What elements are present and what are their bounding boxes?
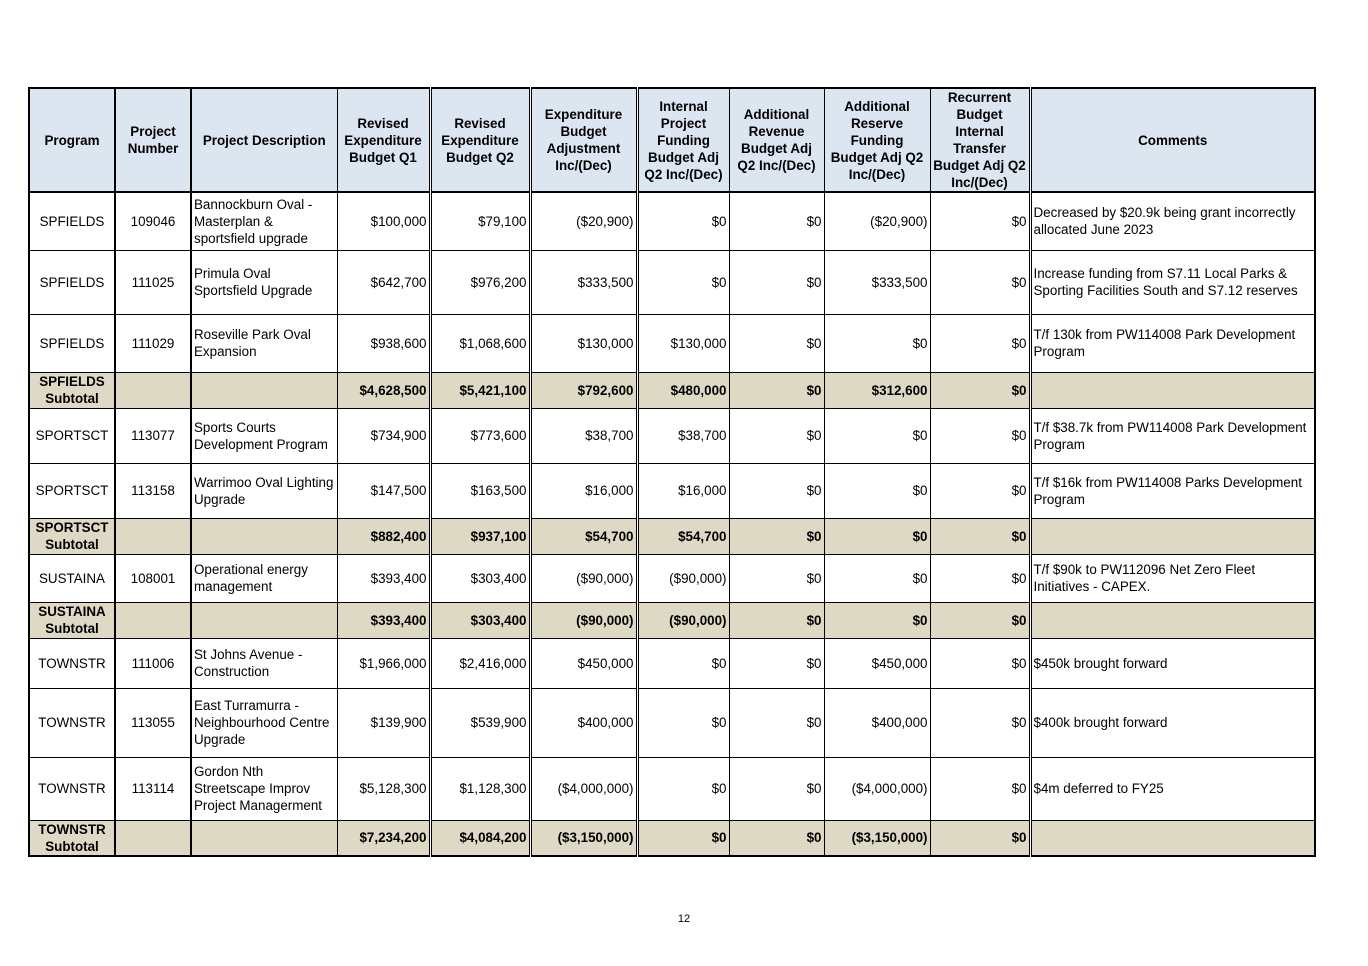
cell-program: SPFIELDS (29, 314, 115, 372)
cell-q1: $139,900 (337, 688, 430, 757)
cell-comments (1030, 602, 1315, 638)
cell-description: Gordon Nth Streetscape Improv Project Managerment (191, 757, 337, 820)
cell-q1: $147,500 (337, 463, 430, 518)
cell-program: SPORTSCT (29, 408, 115, 463)
cell-program: TOWNSTR (29, 757, 115, 820)
cell-project-number: 113114 (115, 757, 191, 820)
cell-reserve: $400,000 (824, 688, 930, 757)
cell-description (191, 820, 337, 856)
cell-recurrent: $0 (930, 192, 1030, 250)
cell-program: SPFIELDS (29, 250, 115, 314)
cell-recurrent: $0 (930, 314, 1030, 372)
cell-description (191, 602, 337, 638)
cell-program: SPFIELDS (29, 192, 115, 250)
table-row (29, 638, 1315, 688)
cell-recurrent: $0 (930, 408, 1030, 463)
cell-q2: $937,100 (430, 518, 530, 554)
cell-project-number: 113158 (115, 463, 191, 518)
cell-q2: $1,128,300 (430, 757, 530, 820)
cell-program: TOWNSTR (29, 688, 115, 757)
cell-internal: ($90,000) (637, 554, 729, 602)
cell-adjustment: ($4,000,000) (530, 757, 637, 820)
cell-q2: $163,500 (430, 463, 530, 518)
cell-project-number (115, 372, 191, 408)
cell-recurrent: $0 (930, 602, 1030, 638)
column-header-revised-budget-q2: Revised Expenditure Budget Q2 (430, 88, 530, 192)
cell-comments: T/f $38.7k from PW114008 Park Development Program (1030, 408, 1315, 463)
cell-q1: $393,400 (337, 602, 430, 638)
cell-q1: $4,628,500 (337, 372, 430, 408)
cell-q1: $734,900 (337, 408, 430, 463)
cell-q1: $882,400 (337, 518, 430, 554)
cell-q1: $393,400 (337, 554, 430, 602)
cell-internal: $0 (637, 688, 729, 757)
cell-recurrent: $0 (930, 463, 1030, 518)
cell-q2: $1,068,600 (430, 314, 530, 372)
cell-project-number (115, 518, 191, 554)
cell-revenue: $0 (729, 757, 824, 820)
cell-internal: $38,700 (637, 408, 729, 463)
cell-q2: $2,416,000 (430, 638, 530, 688)
cell-internal: ($90,000) (637, 602, 729, 638)
page-number: 12 (677, 913, 691, 925)
column-header-additional-reserve: Additional Reserve Funding Budget Adj Q2 Inc/(Dec) (824, 88, 930, 192)
cell-adjustment: $400,000 (530, 688, 637, 757)
cell-comments: Increase funding from S7.11 Local Parks & Sporting Facilities South and S7.12 reserves (1030, 250, 1315, 314)
table-row (29, 408, 1315, 463)
cell-q2: $79,100 (430, 192, 530, 250)
table-row (29, 463, 1315, 518)
cell-internal: $0 (637, 757, 729, 820)
cell-description: Roseville Park Oval Expansion (191, 314, 337, 372)
cell-recurrent: $0 (930, 688, 1030, 757)
column-header-project-description: Project Description (191, 88, 337, 192)
cell-reserve: ($20,900) (824, 192, 930, 250)
subtotal-row (29, 518, 1315, 554)
cell-description: East Turramurra - Neighbourhood Centre Upgrade (191, 688, 337, 757)
cell-revenue: $0 (729, 250, 824, 314)
cell-revenue: $0 (729, 408, 824, 463)
cell-internal: $130,000 (637, 314, 729, 372)
cell-adjustment: $16,000 (530, 463, 637, 518)
cell-recurrent: $0 (930, 372, 1030, 408)
cell-internal: $0 (637, 192, 729, 250)
cell-reserve: $450,000 (824, 638, 930, 688)
cell-recurrent: $0 (930, 757, 1030, 820)
table-row (29, 554, 1315, 602)
cell-reserve: $0 (824, 518, 930, 554)
cell-adjustment: $130,000 (530, 314, 637, 372)
cell-recurrent: $0 (930, 518, 1030, 554)
cell-revenue: $0 (729, 192, 824, 250)
cell-comments (1030, 820, 1315, 856)
cell-description: Bannockburn Oval - Masterplan & sportsfield upgrade (191, 192, 337, 250)
table-header-row (29, 88, 1315, 192)
cell-revenue: $0 (729, 314, 824, 372)
cell-adjustment: ($90,000) (530, 602, 637, 638)
cell-program: TOWNSTR Subtotal (29, 820, 115, 856)
column-header-additional-revenue: Additional Revenue Budget Adj Q2 Inc/(Dec) (729, 88, 824, 192)
cell-revenue: $0 (729, 372, 824, 408)
cell-adjustment: ($90,000) (530, 554, 637, 602)
cell-comments: $400k brought forward (1030, 688, 1315, 757)
cell-internal: $0 (637, 820, 729, 856)
cell-program: TOWNSTR (29, 638, 115, 688)
cell-description: Primula Oval Sportsfield Upgrade (191, 250, 337, 314)
table-row (29, 250, 1315, 314)
cell-reserve: $0 (824, 314, 930, 372)
cell-comments: $4m deferred to FY25 (1030, 757, 1315, 820)
cell-reserve: $333,500 (824, 250, 930, 314)
cell-recurrent: $0 (930, 638, 1030, 688)
cell-adjustment: ($20,900) (530, 192, 637, 250)
cell-adjustment: $792,600 (530, 372, 637, 408)
cell-q2: $539,900 (430, 688, 530, 757)
cell-project-number: 111029 (115, 314, 191, 372)
cell-internal: $0 (637, 250, 729, 314)
cell-internal: $0 (637, 638, 729, 688)
cell-q2: $4,084,200 (430, 820, 530, 856)
cell-project-number (115, 820, 191, 856)
cell-reserve: $0 (824, 463, 930, 518)
cell-project-number: 113055 (115, 688, 191, 757)
cell-reserve: $0 (824, 408, 930, 463)
table-row (29, 192, 1315, 250)
cell-revenue: $0 (729, 820, 824, 856)
cell-q1: $938,600 (337, 314, 430, 372)
table-row (29, 688, 1315, 757)
cell-internal: $54,700 (637, 518, 729, 554)
cell-recurrent: $0 (930, 820, 1030, 856)
column-header-recurrent-transfer: Recurrent Budget Internal Transfer Budget Adj Q2 Inc/(Dec) (930, 88, 1030, 192)
cell-q2: $773,600 (430, 408, 530, 463)
column-header-program: Program (29, 88, 115, 192)
cell-q1: $5,128,300 (337, 757, 430, 820)
cell-comments: T/f 130k from PW114008 Park Development Program (1030, 314, 1315, 372)
cell-adjustment: $450,000 (530, 638, 637, 688)
cell-project-number: 109046 (115, 192, 191, 250)
cell-q2: $303,400 (430, 602, 530, 638)
cell-q1: $100,000 (337, 192, 430, 250)
cell-q1: $7,234,200 (337, 820, 430, 856)
column-header-revised-budget-q1: Revised Expenditure Budget Q1 (337, 88, 430, 192)
cell-revenue: $0 (729, 463, 824, 518)
cell-revenue: $0 (729, 638, 824, 688)
column-header-comments: Comments (1030, 88, 1315, 192)
table-row (29, 314, 1315, 372)
cell-q2: $976,200 (430, 250, 530, 314)
cell-q1: $642,700 (337, 250, 430, 314)
cell-reserve: $0 (824, 602, 930, 638)
cell-comments: T/f $90k to PW112096 Net Zero Fleet Initiatives - CAPEX. (1030, 554, 1315, 602)
cell-comments: T/f $16k from PW114008 Parks Development Program (1030, 463, 1315, 518)
cell-description: Operational energy management (191, 554, 337, 602)
cell-program: SUSTAINA Subtotal (29, 602, 115, 638)
cell-revenue: $0 (729, 518, 824, 554)
column-header-project-number: Project Number (115, 88, 191, 192)
cell-recurrent: $0 (930, 554, 1030, 602)
cell-internal: $16,000 (637, 463, 729, 518)
cell-adjustment: $54,700 (530, 518, 637, 554)
cell-adjustment: $333,500 (530, 250, 637, 314)
cell-adjustment: $38,700 (530, 408, 637, 463)
budget-adjustment-table (28, 87, 1316, 857)
cell-revenue: $0 (729, 602, 824, 638)
column-header-internal-funding: Internal Project Funding Budget Adj Q2 Inc/(Dec) (637, 88, 729, 192)
cell-q1: $1,966,000 (337, 638, 430, 688)
cell-description: Warrimoo Oval Lighting Upgrade (191, 463, 337, 518)
cell-revenue: $0 (729, 554, 824, 602)
cell-program: SPFIELDS Subtotal (29, 372, 115, 408)
cell-q2: $303,400 (430, 554, 530, 602)
cell-reserve: $0 (824, 554, 930, 602)
cell-comments: $450k brought forward (1030, 638, 1315, 688)
cell-program: SUSTAINA (29, 554, 115, 602)
subtotal-row (29, 372, 1315, 408)
cell-description (191, 518, 337, 554)
cell-program: SPORTSCT Subtotal (29, 518, 115, 554)
subtotal-row (29, 602, 1315, 638)
table-row (29, 757, 1315, 820)
cell-description: Sports Courts Development Program (191, 408, 337, 463)
cell-project-number (115, 602, 191, 638)
cell-q2: $5,421,100 (430, 372, 530, 408)
cell-description (191, 372, 337, 408)
cell-adjustment: ($3,150,000) (530, 820, 637, 856)
cell-recurrent: $0 (930, 250, 1030, 314)
cell-comments (1030, 372, 1315, 408)
cell-project-number: 108001 (115, 554, 191, 602)
cell-comments: Decreased by $20.9k being grant incorrectly allocated June 2023 (1030, 192, 1315, 250)
cell-reserve: ($3,150,000) (824, 820, 930, 856)
cell-project-number: 111006 (115, 638, 191, 688)
column-header-expenditure-adjustment: Expenditure Budget Adjustment Inc/(Dec) (530, 88, 637, 192)
cell-description: St Johns Avenue - Construction (191, 638, 337, 688)
cell-project-number: 113077 (115, 408, 191, 463)
cell-program: SPORTSCT (29, 463, 115, 518)
cell-reserve: $312,600 (824, 372, 930, 408)
cell-project-number: 111025 (115, 250, 191, 314)
cell-internal: $480,000 (637, 372, 729, 408)
cell-reserve: ($4,000,000) (824, 757, 930, 820)
subtotal-row (29, 820, 1315, 856)
cell-comments (1030, 518, 1315, 554)
cell-revenue: $0 (729, 688, 824, 757)
